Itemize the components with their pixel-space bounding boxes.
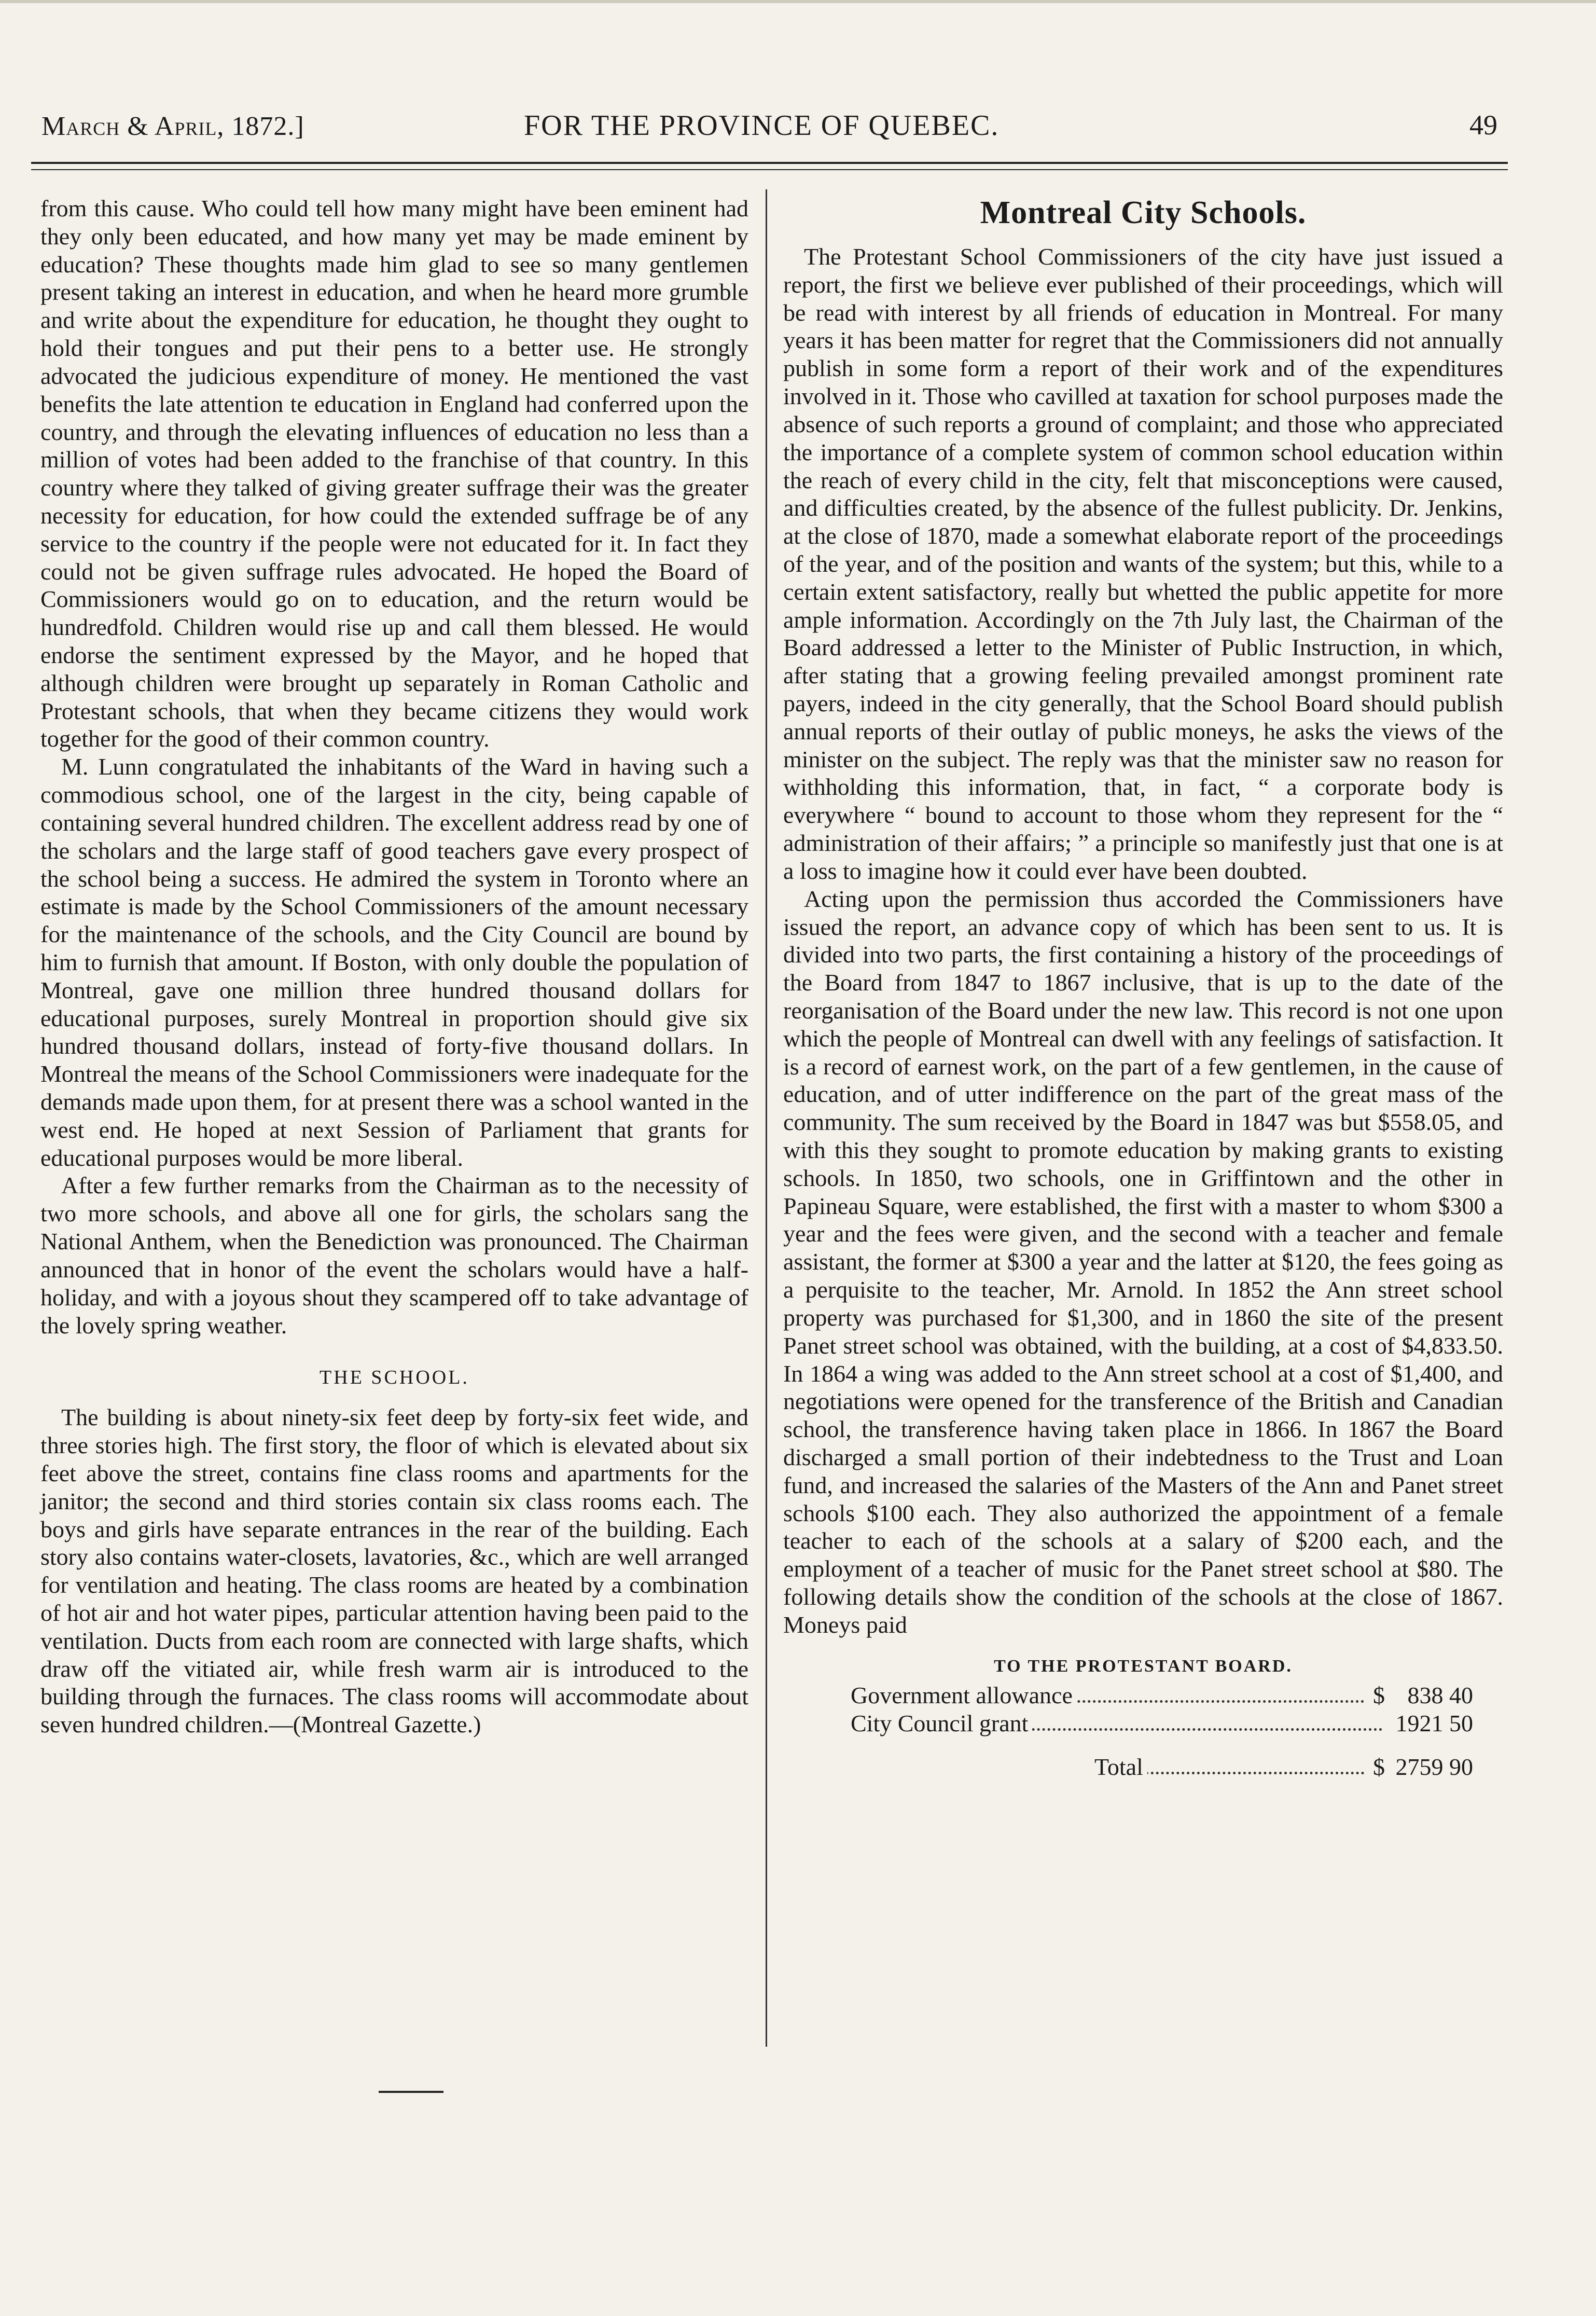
article-title: Montreal City Schools. (980, 195, 1307, 230)
dollar-sign: $ (1373, 1681, 1385, 1708)
total-label: Total (1094, 1753, 1147, 1781)
row-label: Government allowance (851, 1681, 1077, 1709)
header-title: FOR THE PROVINCE OF QUEBEC. (524, 109, 1000, 142)
moneys-table (783, 1681, 1503, 1781)
column-divider (766, 189, 767, 2047)
table-row (851, 1681, 1473, 1710)
row-amount: 1921 50 (1395, 1710, 1473, 1736)
paragraph: M. Lunn congratulated the inhabitants of the Ward in having such a commodious school, one of the largest in the city, being capable of containing several hundred children. The excellent address read by one of the scholars and the large staff of good teachers gave every prospect of the school being a success. He admired the system in Toronto where an estimate is made by the School Commissioners of the amount necessary for the maintenance of the schools, and the City Council are bound by him to furnish that amount. If Boston, with only double the population of Montreal, gave one million three hundred thousand dollars for educational purposes, surely Montreal in proportion should give six hundred thousand dollars, instead of forty-five thousand dollars. In Montreal the means of the School Commissioners were inadequate for the demands made upon them, for at present there was a school wanted in the west end. He hoped at next Session of Parliament that grants for educational purposes would be more liberal. (40, 753, 748, 1171)
right-column (783, 195, 1503, 1781)
row-amount: 838 40 (1407, 1681, 1473, 1708)
left-column (40, 195, 748, 1739)
total-amount: 2759 90 (1395, 1753, 1473, 1780)
dollar-sign: $ (1373, 1753, 1385, 1780)
page-number: 49 (1469, 109, 1497, 141)
row-label: City Council grant (851, 1710, 1032, 1737)
header-rule-top (31, 162, 1508, 164)
paragraph: The Protestant School Commissioners of the city have just issued a report, the first we believe ever published of their proceedings, which will be read with interest by all friends of education in Montreal. For many years it has been matter for regret that the Commissioners did not annually publish in some form a report of their work and of the expenditures involved in it. Those who cavilled at taxation for school purposes made the absence of such reports a ground of complaint; and those who appreciated the importance of a complete system of common school education within the reach of every child in the city, felt that misconceptions were caused, and difficulties created, by the absence of the fullest publicity. Dr. Jenkins, at the close of 1870, made a somewhat elaborate report of the proceedings of the year, and of the position and wants of the system; but this, while to a certain extent satisfactory, really but whetted the public appetite for more ample information. Accordingly on the 7th July last, the Chairman of the Board addressed a letter to the Minister of Public Instruction, in which, after stating that a growing feeling prevailed amongst prominent rate payers, indeed in the city generally, that the School Board should publish annual reports of their outlay of public moneys, he asks the views of the minister on the subject. The reply was that the minister saw no reason for withholding this information, that, in fact, “ a corporate body is everywhere “ bound to account to those whom they represent for the “ administration of their affairs; ” a principle so manifestly just that one is at a loss to imagine how it could ever have been doubted. (783, 243, 1503, 884)
table-heading: TO THE PROTESTANT BOARD. (994, 1656, 1293, 1676)
section-heading: THE SCHOOL. (320, 1367, 469, 1389)
closing-rule (379, 2091, 443, 2093)
page-header (31, 102, 1497, 148)
paragraph: The building is about ninety-six feet deep by forty-six feet wide, and three stories high. The first story, the floor of which is elevated about six feet above the street, contains fine class rooms and apartments for the janitor; the second and third stories contain six class rooms each. The boys and girls have separate entrances in the rear of the building. Each story also contains water-closets, lavatories, &c., which are well arranged for ventilation and heating. The class rooms are heated by a combination of hot air and hot water pipes, particular attention having been paid to the ventilation. Ducts from each room are connected with large shafts, which draw off the vitiated air, while fresh warm air is introduced to the building through the furnaces. The class rooms will accommodate about seven hundred children.—(Montreal Gazette.) (40, 1404, 748, 1738)
total-row (851, 1753, 1473, 1781)
paragraph: Acting upon the permission thus accorded the Commissioners have issued the report, an advance copy of which has been sent to us. It is divided into two parts, the first containing a history of the proceedings of the Board from 1847 to 1867 inclusive, that is up to the date of the reorganisation of the Board under the new law. This record is not one upon which the people of Montreal can dwell with any feelings of satisfaction. It is a record of earnest work, on the part of a few gentlemen, in the cause of education, and of utter indifference on the part of the great mass of the community. The sum received by the Board in 1847 was but $558.05, and with this they sought to promote education by making grants to existing schools. In 1850, two schools, one in Griffintown and the other in Papineau Square, were established, the first with a master to whom $300 a year and the fees were given, and the second with a teacher and female assistant, the former at $300 a year and the latter at $120, the fees going as a perquisite to the teacher, Mr. Arnold. In 1852 the Ann street school property was purchased for $1,300, and in 1860 the site of the present Panet street school was obtained, with the building, at a cost of $4,833.50. In 1864 a wing was added to the Ann street school at a cost of $1,400, and negotiations were opened for the transference of the British and Canadian school, the transference having taken place in 1866. In 1867 the Board discharged a small portion of their indebtedness to the Trust and Loan fund, and increased the salaries of the Masters of the Ann and Panet street schools $100 each. They also authorized the appointment of a female teacher to each of the schools at a salary of $200 each, and the employment of a teacher of music for the Panet street school at $80. The following details show the condition of the schools at the close of 1867. Moneys paid (783, 885, 1503, 1638)
header-date: March & April, 1872.] (41, 112, 304, 141)
paragraph: After a few further remarks from the Chairman as to the necessity of two more schools, and above all one for girls, the scholars sang the National Anthem, when the Benediction was pronounced. The Chairman announced that in honor of the event the scholars would have a half-holiday, and with a joyous shout they scampered off to take advantage of the lovely spring weather. (40, 1172, 748, 1339)
page-edge (0, 0, 1596, 3)
table-row (851, 1710, 1473, 1738)
paragraph: from this cause. Who could tell how many might have been eminent had they only been educated, and how many yet may be made eminent by education? These thoughts made him glad to see so many gentlemen present taking an interest in education, and when he heard more grumble and write about the expenditure for education, he thought they ought to hold their tongues and put their pens to a better use. He strongly advocated the judicious expenditure of money. He mentioned the vast benefits the late attention te education in England had conferred upon the country, and through the elevating influences of education no less than a million of votes had been added to the franchise of that country. In this country where they talked of giving greater suffrage their was the greater necessity for education, for how could the extended suffrage be of any service to the country if the people were not educated for it. In fact they could not be given suffrage rules advocated. He hoped the Board of Commissioners would go on to education, and the return would be hundredfold. Children would rise up and call them blessed. He would endorse the sentiment expressed by the Mayor, and he hoped that although children were brought up separately in Roman Catholic and Protestant schools, that when they became citizens they would work together for the good of their common country. (40, 195, 748, 752)
header-rule-bottom (31, 169, 1508, 170)
